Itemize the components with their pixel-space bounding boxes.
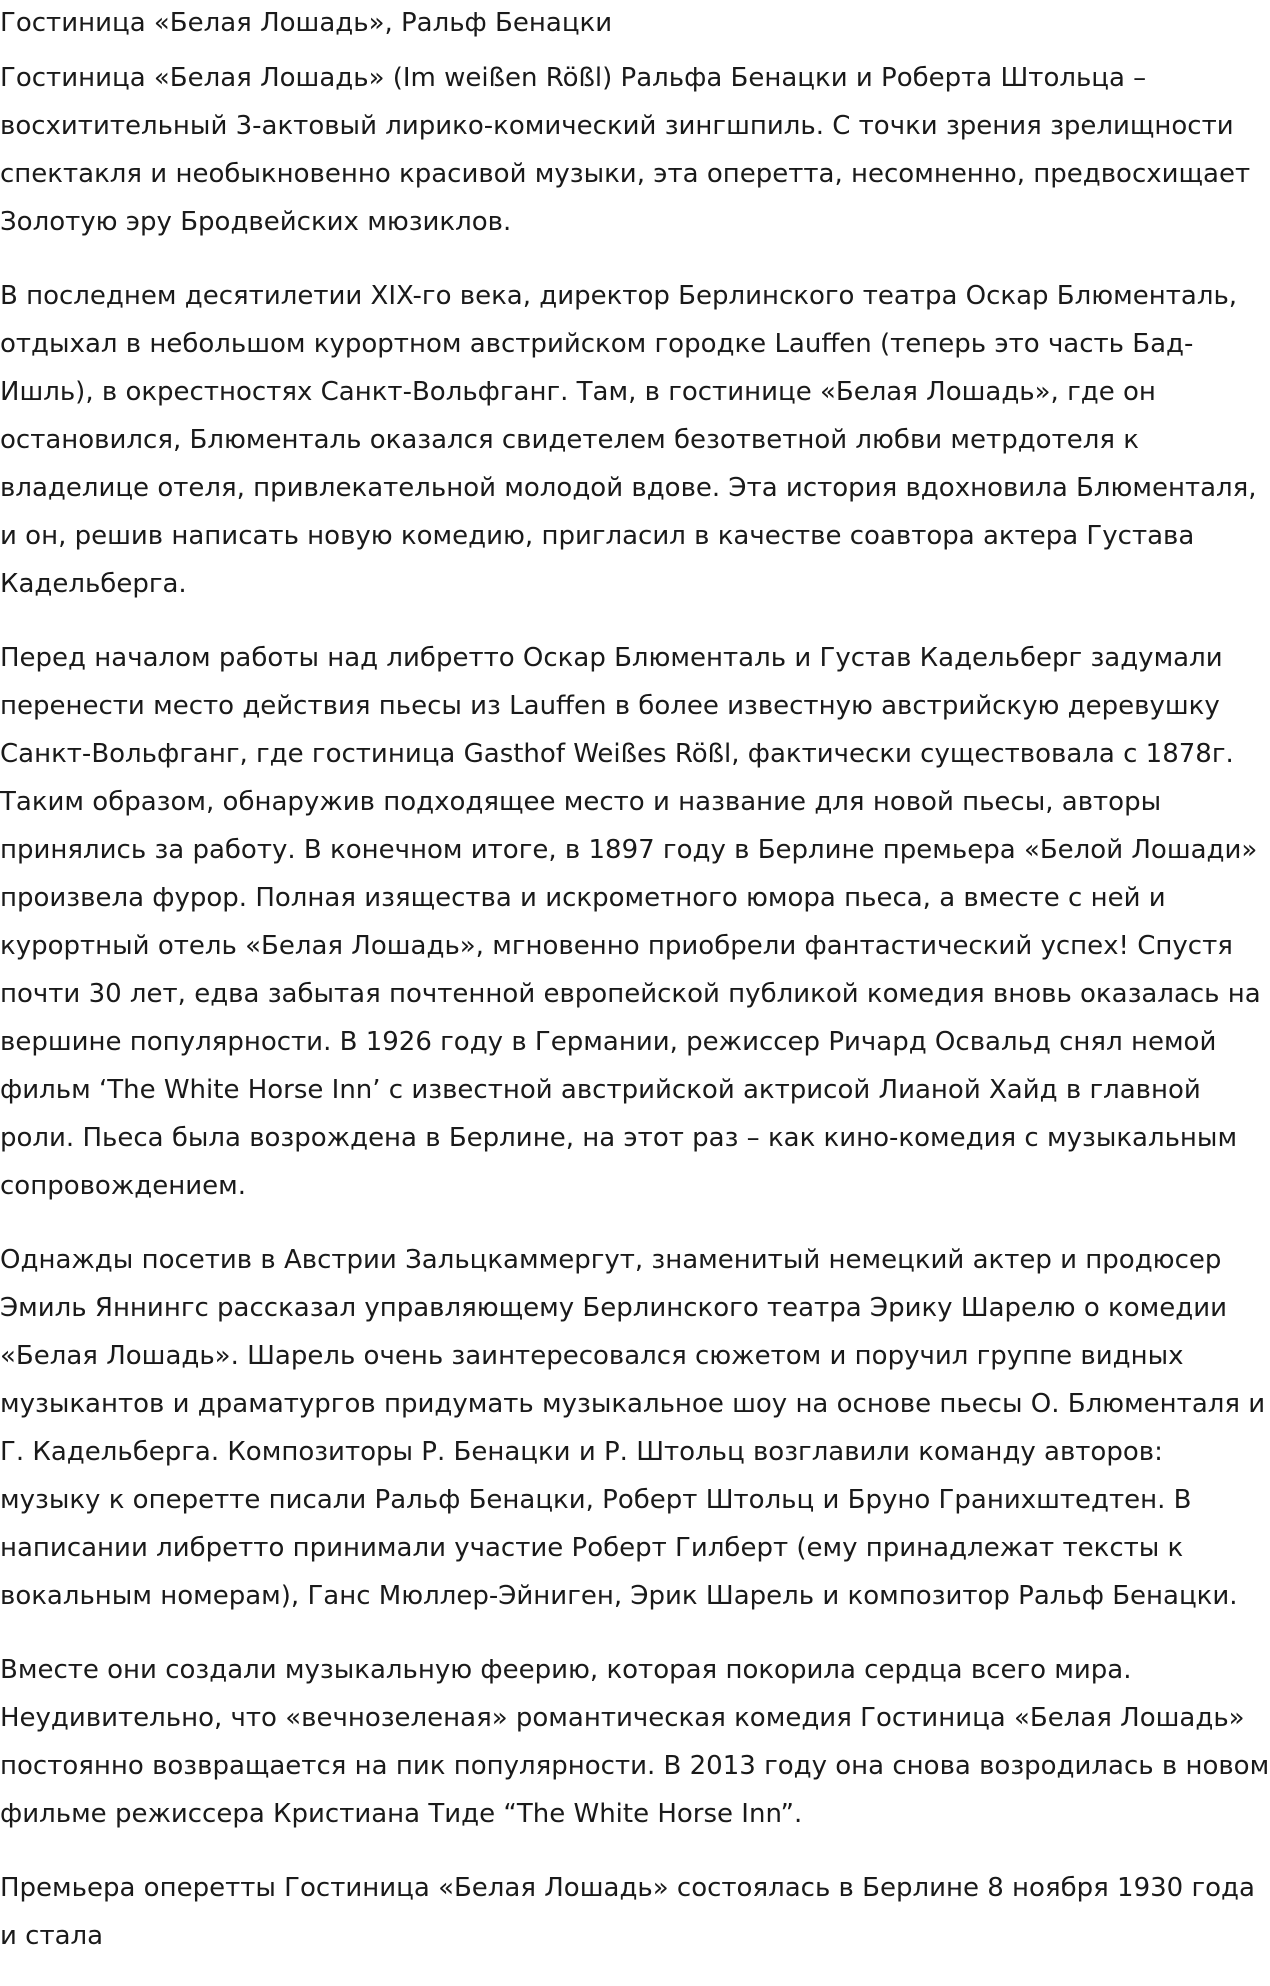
document-title: Гостиница «Белая Лошадь», Ральф Бенацки xyxy=(0,8,613,38)
paragraph-history: В последнем десятилетии XIX-го века, директор Берлинского театра Оскар Блюменталь, отдыхал в небольшом курортном австрийском городке Lauffen (теперь это часть Бад-Ишль), в окрестностях Санкт-Вольфганг. Там, в гостинице «Белая Лошадь», где он остановился, Блюменталь оказался свидетелем безответной любви метрдотеля к владелице отеля, привлекательной молодой вдове. Эта история вдохновила Блюменталя, и он, решив написать новую комедию, пригласил в качестве соавтора актера Густава Кадельберга. xyxy=(0,281,1257,599)
paragraph-premiere: Премьера оперетты Гостиница «Белая Лошадь» состоялась в Берлине 8 ноября 1930 года и стала xyxy=(0,1873,1255,1951)
paragraph-intro: Гостиница «Белая Лошадь» (Im weißen Rößl) Ральфа Бенацки и Роберта Штольца – восхитительный 3-актовый лирико-комический зингшпиль. С точки зрения зрелищности спектакля и необыкновенно красивой музыки, эта оперетта, несомненно, предвосхищает Золотую эру Бродвейских мюзиклов. xyxy=(0,63,1251,237)
paragraph-legacy: Вместе они создали музыкальную феерию, которая покорила сердца всего мира. Неудивительно, что «вечнозеленая» романтическая комедия Гостиница «Белая Лошадь» постоянно возвращается на пик популярности. В 2013 году она снова возродилась в новом фильме режиссера Кристиана Тиде “The White Horse Inn”. xyxy=(0,1655,1270,1829)
paragraph-libretto: Перед началом работы над либретто Оскар Блюменталь и Густав Кадельберг задумали перенести место действия пьесы из Lauffen в более известную австрийскую деревушку Санкт-Вольфганг, где гостиница Gasthof Weißes Rößl, фактически существовала с 1878г. Таким образом, обнаружив подходящее место и название для новой пьесы, авторы принялись за работу. В конечном итоге, в 1897 году в Берлине премьера «Белой Лошади» произвела фурор. Полная изящества и искрометного юмора пьеса, а вместе с ней и курортный отель «Белая Лошадь», мгновенно приобрели фантастический успех! Спустя почти 30 лет, едва забытая почтенной европейской публикой комедия вновь оказалась на вершине популярности. В 1926 году в Германии, режиссер Ричард Освальд снял немой фильм ‘The White Horse Inn’ с известной австрийской актрисой Лианой Хайд в главной роли. Пьеса была возрождена в Берлине, на этот раз – как кино-комедия с музыкальным сопровождением. xyxy=(0,643,1261,1201)
paragraph-production: Однажды посетив в Австрии Зальцкаммергут, знаменитый немецкий актер и продюсер Эмиль Яннингс рассказал управляющему Берлинского театра Эрику Шарелю о комедии «Белая Лошадь». Шарель очень заинтересовался сюжетом и поручил группе видных музыкантов и драматургов придумать музыкальное шоу на основе пьесы О. Блюменталя и Г. Кадельберга. Композиторы Р. Бенацки и Р. Штольц возглавили команду авторов: музыку к оперетте писали Ральф Бенацки, Роберт Штольц и Бруно Гранихштедтен. В написании либретто принимали участие Роберт Гилберт (ему принадлежат тексты к вокальным номерам), Ганс Мюллер-Эйниген, Эрик Шарель и композитор Ральф Бенацки. xyxy=(0,1245,1266,1611)
